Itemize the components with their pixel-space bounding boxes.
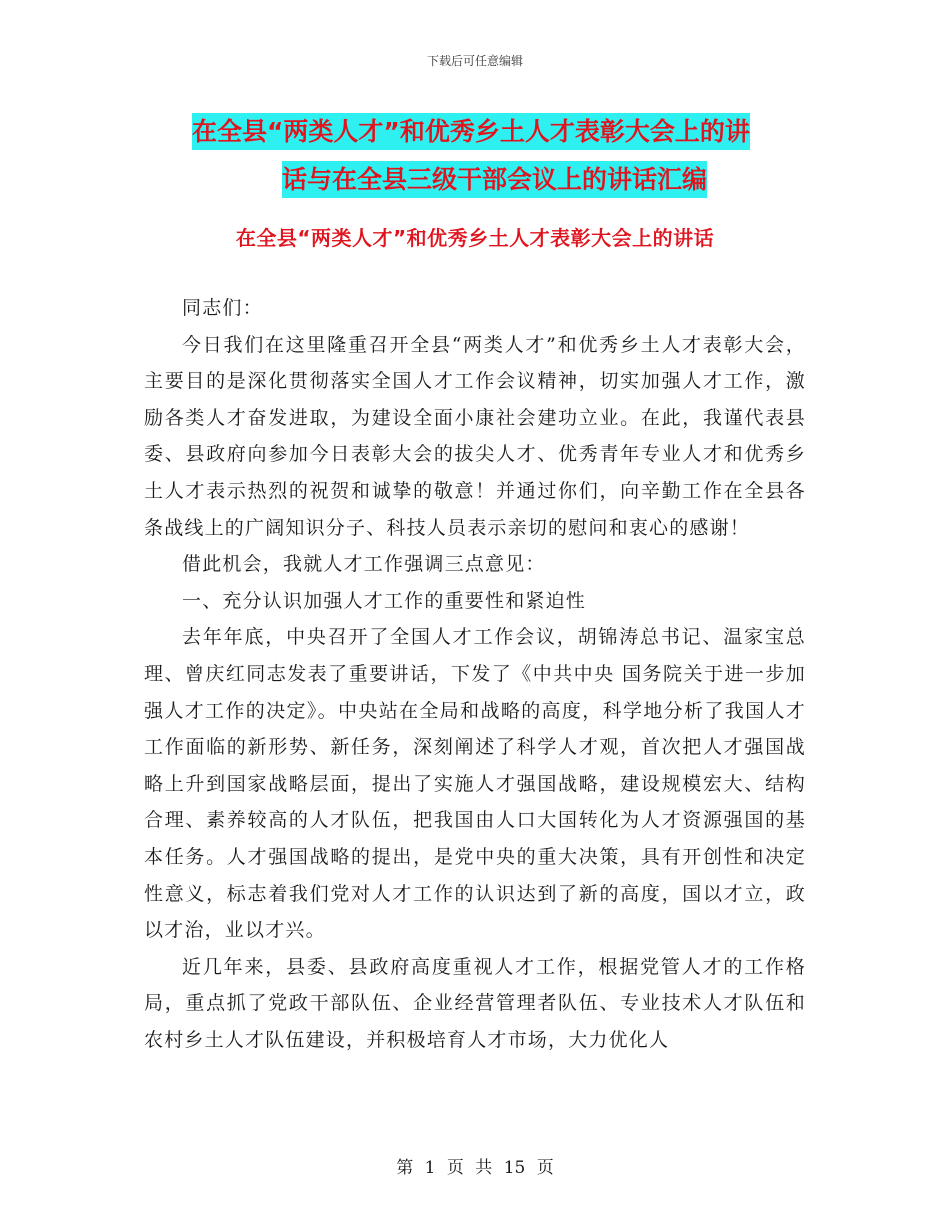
paragraph: 借此机会，我就人才工作强调三点意见： bbox=[182, 553, 546, 576]
paragraph: 近几年来，县委、县政府高度重视人才工作，根据党管人才的工作格局，重点抓了党政干部队伍、企业经营管理者队伍、专业技术人才队伍和农村乡土人才队伍建设，并积极培育人才市场，大力优化人 bbox=[144, 955, 806, 1051]
document-title-line-2 bbox=[170, 156, 820, 204]
paragraph-salutation: 同志们： bbox=[182, 297, 263, 319]
title-highlight: 在全县“两类人才”和优秀乡土人才表彰大会上的讲 bbox=[192, 113, 750, 150]
section-title: 在全县“两类人才”和优秀乡土人才表彰大会上的讲话 bbox=[235, 226, 715, 250]
paragraph-heading: 一、充分认识加强人才工作的重要性和紧迫性 bbox=[182, 589, 587, 612]
paragraph: 去年年底，中央召开了全国人才工作会议，胡锦涛总书记、温家宝总理、曾庆红同志发表了重要讲话，下发了《中共中央 国务院关于进一步加强人才工作的决定》。中央站在全局和战略的高度，科学地分析了我国人才工作面临的新形势、新任务，深刻阐述了科学人才观，首次把人才强国战略上升到国家战略层面，提出了实施人才强国战略，建设规模宏大、结构合理、素养较高的人才队伍，把我国由人口大国转化为人才资源强国的基本任务。人才强国战略的提出，是党中央的重大决策，具有开创性和决定性意义，标志着我们党对人才工作的认识达到了新的高度，国以才立，政以才治，业以才兴。 bbox=[144, 626, 806, 942]
paragraph: 今日我们在这里隆重召开全县“两类人才”和优秀乡土人才表彰大会，主要目的是深化贯彻落实全国人才工作会议精神，切实加强人才工作，激励各类人才奋发进取，为建设全面小康社会建功立业。在此，我谨代表县委、县政府向参加今日表彰大会的拔尖人才、优秀青年专业人才和优秀乡土人才表示热烈的祝贺和诚挚的敬意！并通过你们，向辛勤工作在全县各条战线上的广阔知识分子、科技人员表示亲切的慰问和衷心的感谢！ bbox=[144, 333, 806, 539]
document-title-line-1 bbox=[170, 108, 820, 156]
header-note: 下载后可任意编辑 bbox=[426, 54, 523, 68]
page-footer: 第 1 页 共 15 页 bbox=[396, 1158, 554, 1178]
body-text bbox=[144, 290, 806, 1058]
title-highlight: 话与在全县三级干部会议上的讲话汇编 bbox=[282, 161, 707, 198]
document-title bbox=[170, 108, 820, 204]
